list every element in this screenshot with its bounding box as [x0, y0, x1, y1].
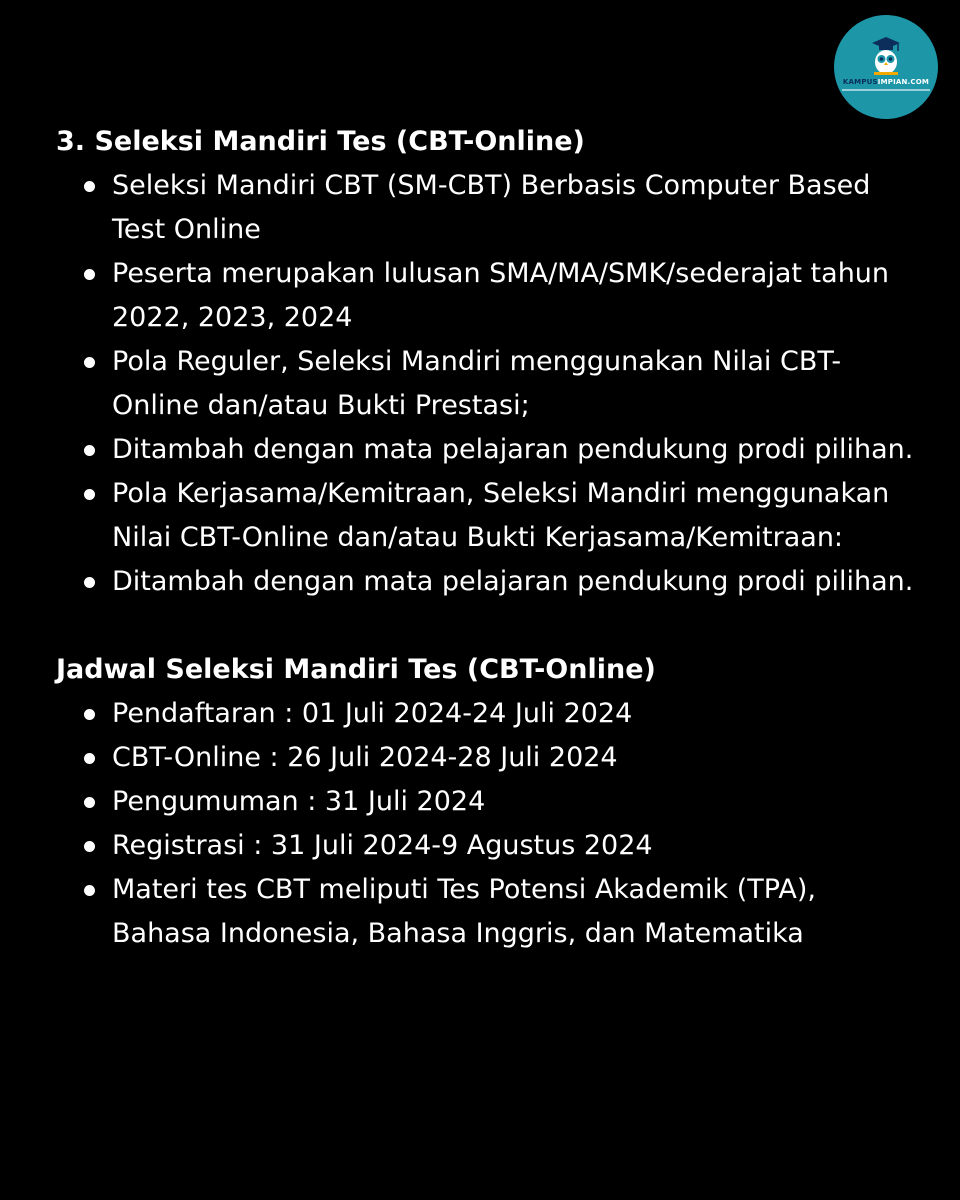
list-item-text: Seleksi Mandiri CBT (SM-CBT) Berbasis Computer Based Test Online [112, 170, 871, 245]
kampusimpian-logo [834, 15, 938, 119]
list-item-text: Ditambah dengan mata pelajaran pendukung prodi pilihan. [112, 566, 914, 597]
list-item [56, 736, 916, 780]
seleksi-mandiri-list [56, 164, 916, 604]
list-item-text: Ditambah dengan mata pelajaran pendukung prodi pilihan. [112, 434, 914, 465]
list-item-text: Registrasi : 31 Juli 2024-9 Agustus 2024 [112, 830, 653, 861]
list-item [56, 164, 916, 252]
section-title-jadwal: Jadwal Seleksi Mandiri Tes (CBT-Online) [56, 654, 656, 685]
list-item-text: CBT-Online : 26 Juli 2024-28 Juli 2024 [112, 742, 618, 773]
list-item [56, 428, 916, 472]
list-item [56, 692, 916, 736]
bullet-icon [84, 709, 95, 720]
list-item [56, 560, 916, 604]
bullet-icon [84, 269, 95, 280]
list-item-text: Peserta merupakan lulusan SMA/MA/SMK/sederajat tahun 2022, 2023, 2024 [112, 258, 890, 333]
list-item [56, 824, 916, 868]
logo-wordmark [834, 78, 938, 86]
logo-tagline-line [842, 89, 930, 91]
bullet-icon [84, 489, 95, 500]
owl-graduate-icon [834, 15, 938, 119]
bullet-icon [84, 797, 95, 808]
list-item [56, 868, 916, 956]
list-item [56, 472, 916, 560]
list-item [56, 780, 916, 824]
bullet-icon [84, 841, 95, 852]
logo-wordmark-impian: IMPIAN.COM [877, 78, 930, 86]
logo-wordmark-kampus: KAMPUS [842, 78, 878, 86]
bullet-icon [84, 445, 95, 456]
list-item-text: Pengumuman : 31 Juli 2024 [112, 786, 486, 817]
list-item [56, 340, 916, 428]
main-content [56, 120, 916, 956]
section-title-seleksi-mandiri: 3. Seleksi Mandiri Tes (CBT-Online) [56, 126, 585, 157]
list-item-text: Materi tes CBT meliputi Tes Potensi Akademik (TPA), Bahasa Indonesia, Bahasa Inggris, dan Matematika [112, 874, 816, 949]
bullet-icon [84, 181, 95, 192]
list-item-text: Pola Reguler, Seleksi Mandiri menggunakan Nilai CBT-Online dan/atau Bukti Prestasi; [112, 346, 842, 421]
bullet-icon [84, 753, 95, 764]
list-item-text: Pendaftaran : 01 Juli 2024-24 Juli 2024 [112, 698, 633, 729]
list-item-text: Pola Kerjasama/Kemitraan, Seleksi Mandiri menggunakan Nilai CBT-Online dan/atau Bukti Kerjasama/Kemitraan: [112, 478, 890, 553]
section-spacer [56, 604, 916, 648]
jadwal-list [56, 692, 916, 956]
bullet-icon [84, 357, 95, 368]
bullet-icon [84, 577, 95, 588]
bullet-icon [84, 885, 95, 896]
list-item [56, 252, 916, 340]
